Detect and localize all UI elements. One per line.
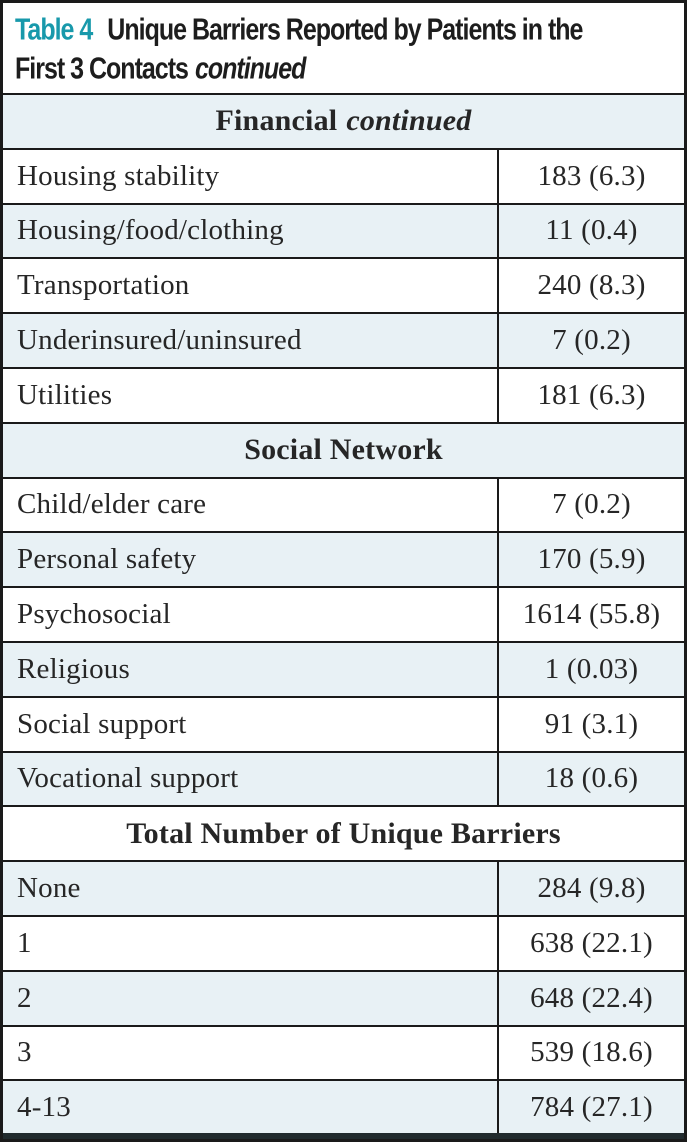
row-social-support [3, 698, 684, 753]
barrier-value: 784 (27.1) [530, 1091, 653, 1124]
barrier-label-cell [3, 1081, 497, 1134]
row-vocational-support [3, 753, 684, 808]
barrier-value: 284 (9.8) [537, 872, 646, 905]
barrier-label-cell [3, 698, 497, 751]
barrier-label-cell [3, 862, 497, 915]
row-personal-safety [3, 533, 684, 588]
barrier-label: Utilities [17, 378, 113, 411]
barrier-label: Personal safety [17, 543, 197, 576]
table-title-line1: Unique Barriers Reported by Patients in the [107, 12, 583, 47]
barrier-value-cell [497, 1081, 684, 1134]
barrier-value: 18 (0.6) [544, 762, 639, 795]
barrier-label-cell [3, 369, 497, 422]
table-caption [3, 3, 684, 95]
row-religious [3, 643, 684, 698]
barrier-value-cell [497, 533, 684, 586]
barrier-value: 539 (18.6) [530, 1036, 653, 1069]
table-title-continued: continued [194, 51, 306, 86]
barrier-value: 648 (22.4) [530, 981, 653, 1014]
row-child-elder-care [3, 479, 684, 534]
section-title-continued: continued [346, 104, 472, 138]
barrier-label: 4-13 [17, 1091, 71, 1124]
barrier-value-cell [497, 753, 684, 806]
barrier-value-cell [497, 588, 684, 641]
barrier-label-cell [3, 259, 497, 312]
row-three-barriers [3, 1027, 684, 1082]
barrier-value: 7 (0.2) [552, 488, 631, 521]
section-title: Financial [215, 104, 338, 138]
barrier-value-cell [497, 862, 684, 915]
barrier-value-cell [497, 479, 684, 532]
section-title: Total Number of Unique Barriers [126, 816, 561, 850]
barrier-label: Transportation [17, 269, 190, 302]
row-four-to-thirteen-barriers [3, 1081, 684, 1136]
barrier-label-cell [3, 1027, 497, 1080]
barrier-value: 181 (6.3) [537, 378, 646, 411]
row-psychosocial [3, 588, 684, 643]
row-one-barrier [3, 917, 684, 972]
barrier-label: 3 [17, 1036, 32, 1069]
barrier-value-cell [497, 259, 684, 312]
barrier-label-cell [3, 972, 497, 1025]
barrier-value-cell [497, 150, 684, 203]
barrier-label: Child/elder care [17, 488, 207, 521]
table-caption-text [15, 10, 672, 88]
barrier-value-cell [497, 314, 684, 367]
barrier-label: None [17, 872, 81, 905]
barrier-value-cell [497, 369, 684, 422]
barrier-value-cell [497, 643, 684, 696]
barrier-value: 11 (0.4) [545, 214, 638, 247]
barrier-label: Housing stability [17, 159, 220, 192]
barrier-label: Social support [17, 707, 187, 740]
row-transportation [3, 259, 684, 314]
barrier-label: Religious [17, 652, 130, 685]
barrier-value: 170 (5.9) [537, 543, 646, 576]
barrier-label: 1 [17, 926, 32, 959]
barrier-label: 2 [17, 981, 32, 1014]
barrier-label: Psychosocial [17, 598, 171, 631]
barrier-value: 1 (0.03) [544, 652, 639, 685]
row-none [3, 862, 684, 917]
barrier-label-cell [3, 643, 497, 696]
barrier-value: 183 (6.3) [537, 159, 646, 192]
barrier-label-cell [3, 150, 497, 203]
row-utilities [3, 369, 684, 424]
barrier-value: 1614 (55.8) [522, 598, 661, 631]
section-header-total-unique-barriers [3, 807, 684, 862]
barrier-label-cell [3, 588, 497, 641]
barrier-label-cell [3, 314, 497, 367]
page-footer-bar [0, 1133, 687, 1142]
row-underinsured-uninsured [3, 314, 684, 369]
barrier-value-cell [497, 972, 684, 1025]
barrier-label-cell [3, 479, 497, 532]
barrier-label: Underinsured/uninsured [17, 324, 302, 357]
barriers-table [3, 95, 684, 1136]
barrier-label-cell [3, 753, 497, 806]
barrier-value-cell [497, 205, 684, 258]
table-title-line2: First 3 Contacts [15, 51, 188, 86]
section-header-social-network [3, 424, 684, 479]
barrier-value-cell [497, 1027, 684, 1080]
barrier-label-cell [3, 917, 497, 970]
section-header-financial-continued [3, 95, 684, 150]
barrier-value-cell [497, 698, 684, 751]
barrier-value-cell [497, 917, 684, 970]
table-number: Table 4 [15, 12, 93, 47]
barrier-value: 7 (0.2) [552, 324, 631, 357]
barrier-label-cell [3, 533, 497, 586]
barrier-value: 240 (8.3) [537, 269, 646, 302]
barrier-label-cell [3, 205, 497, 258]
barrier-label: Housing/food/clothing [17, 214, 284, 247]
row-two-barriers [3, 972, 684, 1027]
section-title: Social Network [244, 433, 443, 467]
barrier-label: Vocational support [17, 762, 239, 795]
row-housing-stability [3, 150, 684, 205]
row-housing-food-clothing [3, 205, 684, 260]
barrier-value: 91 (3.1) [544, 707, 639, 740]
barrier-value: 638 (22.1) [530, 926, 653, 959]
